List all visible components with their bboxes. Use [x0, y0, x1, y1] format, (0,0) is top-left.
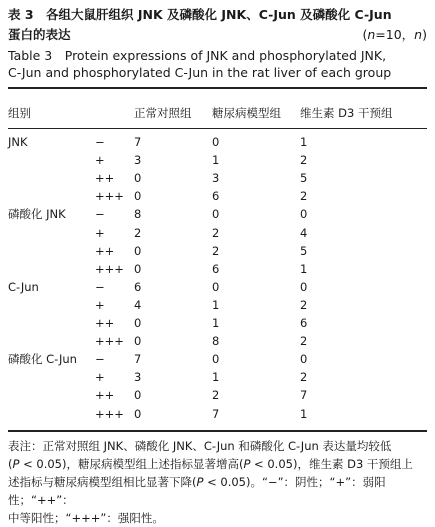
row-group-label: 磷酸化 C-Jun — [8, 352, 77, 367]
cell-normal: 7 — [134, 352, 142, 367]
cell-diabetes: 7 — [212, 406, 220, 421]
cell-diabetes: 0 — [212, 135, 220, 149]
note-line: 述指标与糖尿病模型组相比显著下降(P < 0.05)。“−”：阴性；“+”：弱阳性；“++”： — [8, 475, 386, 507]
cell-diabetes: 8 — [212, 334, 220, 349]
row-group-label: JNK — [8, 135, 28, 149]
top-rule — [8, 87, 427, 89]
cell-vitd3: 7 — [300, 388, 308, 403]
cell-normal: 0 — [134, 189, 142, 204]
sample-size-note: (n=10，n) — [362, 27, 427, 42]
table-row — [0, 332, 435, 351]
cell-vitd3: 4 — [300, 225, 308, 240]
table-row — [0, 350, 435, 369]
table-row — [0, 296, 435, 315]
note-line: 中等阳性；“+++”：强阳性。 — [8, 511, 164, 525]
cell-diabetes: 0 — [212, 207, 220, 222]
cell-vitd3: 2 — [300, 153, 308, 168]
header-diabetes: 糖尿病模型组 — [212, 106, 281, 120]
cell-normal: 7 — [134, 135, 142, 149]
cell-diabetes: 2 — [212, 225, 220, 240]
header-group: 组别 — [8, 106, 31, 120]
row-level: − — [95, 279, 105, 294]
table-title-cn: 表 3 各组大鼠肝组织 JNK 及磷酸化 JNK、C-Jun 及磷酸化 C-Jun — [8, 7, 392, 22]
cell-diabetes: 6 — [212, 261, 220, 276]
cell-vitd3: 5 — [300, 243, 308, 258]
note-line: (P < 0.05)，糖尿病模型组上述指标显著增高(P < 0.05)，维生素 D3 干预组上 — [8, 457, 413, 471]
row-level: + — [95, 297, 105, 312]
cell-vitd3: 2 — [300, 189, 308, 204]
row-level: ++ — [95, 388, 115, 403]
cell-vitd3: 0 — [300, 207, 308, 222]
cell-diabetes: 3 — [212, 171, 220, 186]
cell-normal: 0 — [134, 316, 142, 330]
table-row — [0, 260, 435, 279]
table-title-cn-cont: 蛋白的表达 — [8, 27, 71, 42]
row-group-label: 磷酸化 JNK — [8, 207, 66, 222]
row-level: ++ — [95, 243, 115, 258]
cell-normal: 0 — [134, 243, 142, 258]
cell-normal: 0 — [134, 388, 142, 403]
row-level: +++ — [95, 406, 124, 421]
row-level: +++ — [95, 189, 124, 204]
cell-diabetes: 6 — [212, 189, 220, 204]
cell-vitd3: 1 — [300, 261, 308, 276]
cell-diabetes: 0 — [212, 279, 220, 294]
row-level: ++ — [95, 316, 115, 330]
row-level: + — [95, 225, 105, 240]
table-row — [0, 133, 435, 152]
row-level: − — [95, 352, 105, 367]
table-row — [0, 368, 435, 387]
row-level: + — [95, 153, 105, 168]
table-row — [0, 187, 435, 206]
cell-diabetes: 0 — [212, 352, 220, 367]
cell-vitd3: 0 — [300, 352, 308, 367]
cell-diabetes: 2 — [212, 388, 220, 403]
header-normal: 正常对照组 — [134, 106, 192, 120]
row-level: − — [95, 135, 105, 149]
note-line: 表注：正常对照组 JNK、磷酸化 JNK、C-Jun 和磷酸化 C-Jun 表达量均较低 — [8, 439, 392, 453]
cell-vitd3: 2 — [300, 334, 308, 349]
table-row — [0, 151, 435, 170]
cell-normal: 8 — [134, 207, 142, 222]
cell-normal: 4 — [134, 297, 142, 312]
row-level: +++ — [95, 261, 124, 276]
table-title-en-cont: C-Jun and phosphorylated C-Jun in the rat liver of each group — [8, 65, 392, 80]
cell-diabetes: 1 — [212, 153, 220, 168]
cell-diabetes: 1 — [212, 297, 220, 312]
cell-normal: 0 — [134, 261, 142, 276]
row-level: + — [95, 370, 105, 385]
table-row — [0, 205, 435, 224]
cell-vitd3: 0 — [300, 279, 308, 294]
bottom-rule — [8, 430, 427, 432]
table-row — [0, 314, 435, 333]
cell-normal: 0 — [134, 406, 142, 421]
cell-vitd3: 1 — [300, 406, 308, 421]
cell-vitd3: 6 — [300, 316, 308, 330]
cell-normal: 0 — [134, 334, 142, 349]
cell-normal: 0 — [134, 171, 142, 186]
table-row — [0, 169, 435, 188]
row-level: ++ — [95, 171, 115, 186]
table-row — [0, 405, 435, 424]
cell-vitd3: 2 — [300, 297, 308, 312]
table-note — [8, 437, 428, 527]
cell-vitd3: 5 — [300, 171, 308, 186]
header-vitd3: 维生素 D3 干预组 — [300, 106, 393, 120]
row-level: − — [95, 207, 105, 222]
table-title-en: Table 3 Protein expressions of JNK and phosphorylated JNK, — [8, 48, 387, 63]
row-level: +++ — [95, 334, 124, 349]
header-rule — [8, 128, 427, 129]
table-row — [0, 242, 435, 261]
table-row — [0, 386, 435, 405]
table-row — [0, 278, 435, 297]
row-group-label: C-Jun — [8, 279, 39, 294]
cell-normal: 2 — [134, 225, 142, 240]
cell-diabetes: 1 — [212, 370, 220, 385]
cell-normal: 3 — [134, 370, 142, 385]
cell-diabetes: 2 — [212, 243, 220, 258]
cell-diabetes: 1 — [212, 316, 220, 330]
cell-vitd3: 2 — [300, 370, 308, 385]
cell-normal: 6 — [134, 279, 142, 294]
table-row — [0, 224, 435, 243]
cell-normal: 3 — [134, 153, 142, 168]
cell-vitd3: 1 — [300, 135, 308, 149]
